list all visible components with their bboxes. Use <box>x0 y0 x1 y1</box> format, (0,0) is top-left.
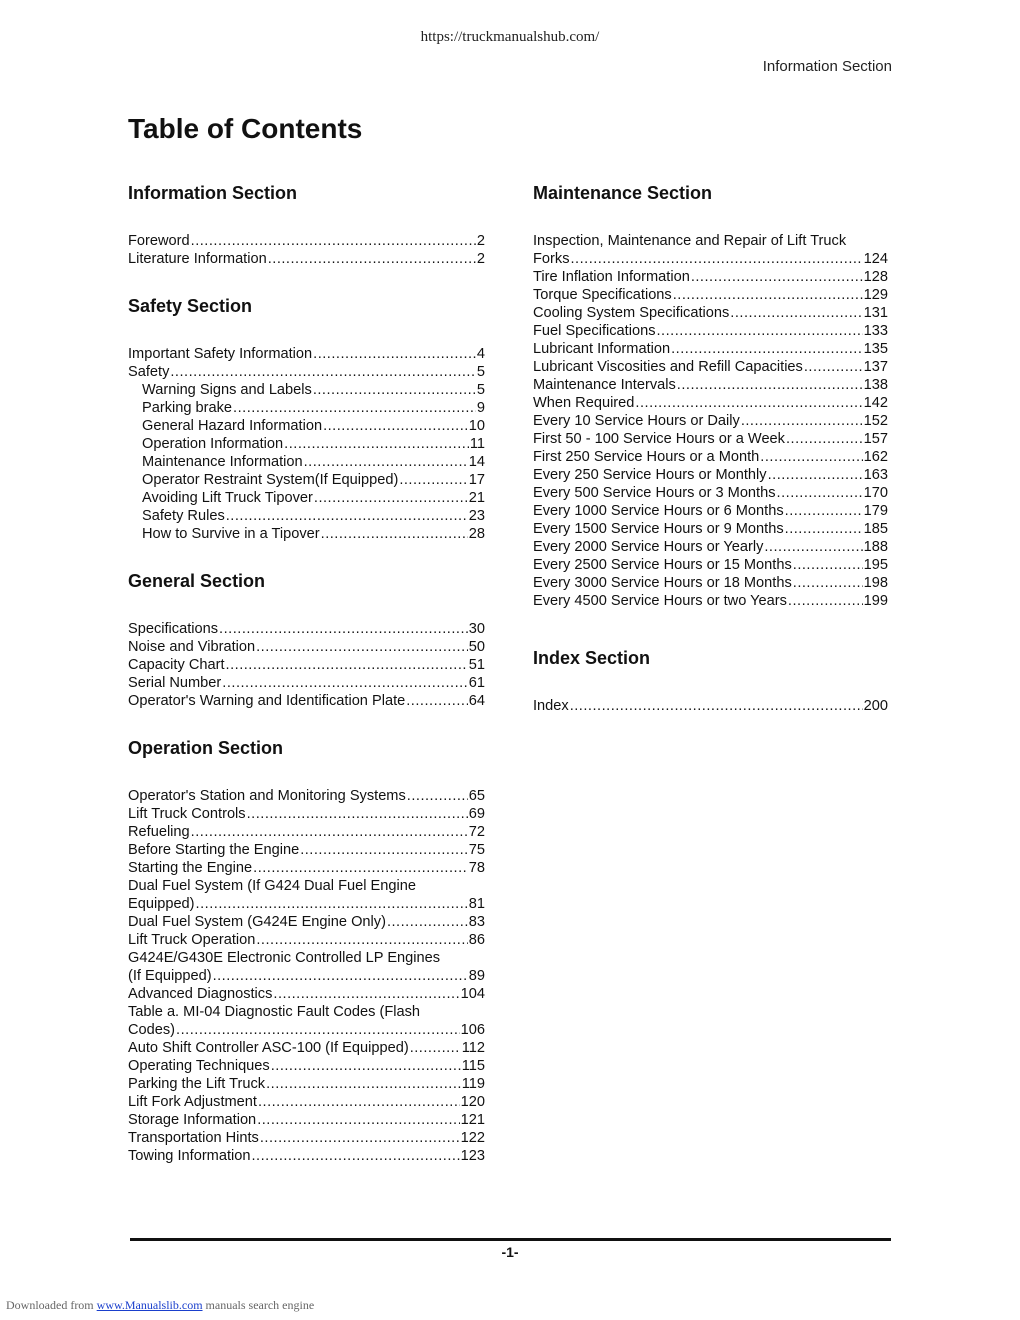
toc-entry[interactable] <box>533 268 888 286</box>
toc-entry-page: 14 <box>468 454 485 470</box>
toc-entry-label: Every 10 Service Hours or Daily <box>533 413 740 429</box>
toc-entry-page: 21 <box>468 490 485 506</box>
toc-entry-label: First 50 - 100 Service Hours or a Week <box>533 431 785 447</box>
toc-entry-label: Safety Rules <box>142 508 225 524</box>
toc-entry[interactable] <box>128 525 485 543</box>
toc-section-safety-section <box>128 293 485 543</box>
manualslib-link[interactable]: www.Manualslib.com <box>96 1298 203 1312</box>
toc-entry-page: 198 <box>863 575 888 591</box>
toc-entry-page: 4 <box>476 346 485 362</box>
toc-entry-label: Important Safety Information <box>128 346 313 362</box>
dot-leader <box>777 484 863 502</box>
toc-entry-label: Towing Information <box>128 1148 251 1164</box>
dot-leader <box>786 430 863 448</box>
dot-leader <box>268 250 476 268</box>
toc-entry-label: Operation Information <box>142 436 284 452</box>
toc-entry[interactable] <box>128 1129 485 1147</box>
dot-leader <box>785 520 863 538</box>
toc-entry-last-line <box>128 895 485 913</box>
toc-entry-label: Every 4500 Service Hours or two Years <box>533 593 787 609</box>
dot-leader <box>253 859 468 877</box>
toc-entry[interactable] <box>128 787 485 805</box>
dot-leader <box>313 345 476 363</box>
dot-leader <box>793 556 863 574</box>
toc-section-operation-section <box>128 735 485 1165</box>
toc-entry[interactable] <box>128 1147 485 1165</box>
toc-entry-page: 138 <box>863 377 888 393</box>
toc-section-information-section <box>128 180 485 268</box>
toc-entry-label: Parking the Lift Truck <box>128 1076 266 1092</box>
toc-entry-page: 195 <box>863 557 888 573</box>
dot-leader <box>313 381 476 399</box>
dot-leader <box>257 1111 459 1129</box>
running-head: Information Section <box>762 58 892 75</box>
dot-leader <box>233 399 476 417</box>
toc-entry-first-line: Table a. MI-04 Diagnostic Fault Codes (Flash <box>128 1004 421 1020</box>
toc-entry-first-line: Dual Fuel System (If G424 Dual Fuel Engine <box>128 878 416 894</box>
toc-entry[interactable] <box>533 538 888 556</box>
toc-entry-page: 9 <box>476 400 485 416</box>
toc-entry[interactable] <box>128 1093 485 1111</box>
toc-entry[interactable] <box>533 697 888 715</box>
toc-entry[interactable] <box>533 466 888 484</box>
toc-entry[interactable] <box>128 471 485 489</box>
toc-entry[interactable] <box>128 381 485 399</box>
toc-entry-page: 69 <box>468 806 485 822</box>
toc-entry[interactable] <box>128 1075 485 1093</box>
toc-entry-label: Parking brake <box>142 400 233 416</box>
toc-entry[interactable] <box>128 435 485 453</box>
dot-leader <box>406 692 468 710</box>
toc-entry-label: Every 3000 Service Hours or 18 Months <box>533 575 792 591</box>
dot-leader <box>284 435 469 453</box>
toc-entry[interactable] <box>533 304 888 322</box>
toc-entry[interactable] <box>128 1111 485 1129</box>
dot-leader <box>793 574 863 592</box>
toc-entry[interactable] <box>128 692 485 710</box>
dot-leader <box>170 363 476 381</box>
dot-leader <box>730 304 862 322</box>
dot-leader <box>657 322 863 340</box>
section-heading: Operation Section <box>128 738 284 758</box>
toc-entry[interactable] <box>533 556 888 574</box>
toc-entry-label: General Hazard Information <box>142 418 323 434</box>
dot-leader <box>314 489 468 507</box>
toc-entry-label: First 250 Service Hours or a Month <box>533 449 760 465</box>
toc-entry[interactable] <box>128 656 485 674</box>
toc-entry-label: Starting the Engine <box>128 860 253 876</box>
toc-entry[interactable] <box>128 1057 485 1075</box>
toc-entry-label: Operator Restraint System(If Equipped) <box>142 472 399 488</box>
toc-entry-first-line: Inspection, Maintenance and Repair of Lift Truck <box>533 233 847 249</box>
toc-entry[interactable] <box>128 232 485 250</box>
dot-leader <box>256 931 467 949</box>
toc-entry[interactable] <box>533 340 888 358</box>
toc-entry-label: Tire Inflation Information <box>533 269 690 285</box>
toc-entry-label: Codes) <box>128 1022 176 1038</box>
toc-entry-page: 128 <box>863 269 888 285</box>
download-suffix: manuals search engine <box>205 1298 315 1312</box>
dot-leader <box>258 1093 460 1111</box>
toc-entry-label: Operating Techniques <box>128 1058 270 1074</box>
section-heading: Safety Section <box>128 296 253 316</box>
toc-entry[interactable] <box>128 859 485 877</box>
dot-leader <box>219 620 468 638</box>
toc-entry-label: Every 250 Service Hours or Monthly <box>533 467 767 483</box>
toc-entry-label: Warning Signs and Labels <box>142 382 312 398</box>
toc-entry[interactable] <box>128 674 485 692</box>
toc-entry-page: 10 <box>468 418 485 434</box>
page-title: Table of Contents <box>128 113 363 144</box>
dot-leader <box>213 967 468 985</box>
page-number: -1- <box>501 1244 519 1260</box>
toc-entry-page: 81 <box>468 896 485 912</box>
toc-entry-page: 2 <box>476 251 485 267</box>
dot-leader <box>273 985 459 1003</box>
toc-entry-page: 185 <box>863 521 888 537</box>
dot-leader <box>222 674 467 692</box>
dot-leader <box>304 453 468 471</box>
dot-leader <box>804 358 863 376</box>
toc-entry[interactable] <box>128 417 485 435</box>
dot-leader <box>673 286 863 304</box>
toc-entry-page: 188 <box>863 539 888 555</box>
dot-leader <box>321 525 468 543</box>
toc-entry-label: Fuel Specifications <box>533 323 656 339</box>
toc-entry-page: 142 <box>863 395 888 411</box>
dot-leader <box>226 507 468 525</box>
toc-entry-page: 163 <box>863 467 888 483</box>
toc-entry-page: 104 <box>460 986 485 1002</box>
toc-entry-label: Lift Fork Adjustment <box>128 1094 257 1110</box>
toc-entry-last-line <box>128 1021 485 1039</box>
toc-entry-page: 89 <box>468 968 485 984</box>
toc-entry-page: 28 <box>468 526 485 542</box>
toc-entry-page: 75 <box>468 842 485 858</box>
toc-section-index-section <box>533 645 888 715</box>
dot-leader <box>407 787 468 805</box>
toc-entry[interactable] <box>533 232 888 268</box>
toc-entry[interactable] <box>128 345 485 363</box>
toc-entry-label: Avoiding Lift Truck Tipover <box>142 490 313 506</box>
dot-leader <box>635 394 862 412</box>
toc-entry-label: Dual Fuel System (G424E Engine Only) <box>128 914 386 930</box>
toc-section-general-section <box>128 568 485 710</box>
toc-entry-label: Lubricant Viscosities and Refill Capacities <box>533 359 803 375</box>
toc-entry-label: Every 2500 Service Hours or 15 Months <box>533 557 792 573</box>
toc-entry[interactable] <box>128 913 485 931</box>
dot-leader <box>260 1129 460 1147</box>
toc-entry[interactable] <box>533 520 888 538</box>
dot-leader <box>677 376 863 394</box>
toc-entry-label: Maintenance Information <box>142 454 303 470</box>
toc-entry-label: Refueling <box>128 824 190 840</box>
toc-left-column <box>128 180 485 1190</box>
toc-entry-page: 123 <box>460 1148 485 1164</box>
toc-entry-label: (If Equipped) <box>128 968 212 984</box>
dot-leader <box>176 1021 460 1039</box>
source-url: https://truckmanualshub.com/ <box>420 29 600 45</box>
toc-entry-page: 5 <box>476 382 485 398</box>
toc-entry[interactable] <box>533 574 888 592</box>
toc-entry[interactable] <box>128 1003 485 1039</box>
toc-entry[interactable] <box>533 394 888 412</box>
toc-entry-label: Storage Information <box>128 1112 257 1128</box>
toc-entry[interactable] <box>533 484 888 502</box>
toc-entry-label: Serial Number <box>128 675 222 691</box>
toc-entry-page: 121 <box>460 1112 485 1128</box>
toc-entry-label: Capacity Chart <box>128 657 225 673</box>
section-heading: Maintenance Section <box>533 183 713 203</box>
toc-entry[interactable] <box>128 507 485 525</box>
toc-entry[interactable] <box>533 286 888 304</box>
toc-entry-page: 2 <box>476 233 485 249</box>
dot-leader <box>256 638 468 656</box>
toc-entry-page: 119 <box>461 1076 485 1092</box>
dot-leader <box>741 412 863 430</box>
toc-entry[interactable] <box>128 877 485 913</box>
toc-entry-label: Every 1000 Service Hours or 6 Months <box>533 503 784 519</box>
toc-entry-label: Torque Specifications <box>533 287 672 303</box>
section-heading: Information Section <box>128 183 298 203</box>
toc-entry-page: 152 <box>863 413 888 429</box>
toc-entry-page: 137 <box>863 359 888 375</box>
dot-leader <box>788 592 863 610</box>
dot-leader <box>196 895 468 913</box>
toc-entry-page: 61 <box>468 675 485 691</box>
dot-leader <box>785 502 863 520</box>
toc-entry-page: 115 <box>461 1058 485 1074</box>
toc-entry[interactable] <box>128 620 485 638</box>
toc-entry-label: Every 2000 Service Hours or Yearly <box>533 539 764 555</box>
toc-entry[interactable] <box>533 430 888 448</box>
toc-entry[interactable] <box>128 363 485 381</box>
toc-section-maintenance-section <box>533 180 888 610</box>
toc-entry-page: 120 <box>460 1094 485 1110</box>
dot-leader <box>247 805 468 823</box>
footer-divider <box>130 1238 891 1241</box>
toc-entry-page: 170 <box>863 485 888 501</box>
toc-entry[interactable] <box>128 949 485 985</box>
dot-leader <box>760 448 862 466</box>
toc-entry-page: 200 <box>863 698 888 714</box>
toc-entry-label: Index <box>533 698 569 714</box>
toc-entry-page: 51 <box>468 657 485 673</box>
toc-entry-page: 135 <box>863 341 888 357</box>
toc-entry-label: Before Starting the Engine <box>128 842 300 858</box>
toc-entry[interactable] <box>128 489 485 507</box>
toc-entry[interactable] <box>533 448 888 466</box>
dot-leader <box>768 466 863 484</box>
dot-leader <box>671 340 863 358</box>
dot-leader <box>387 913 468 931</box>
toc-entry-label: Every 500 Service Hours or 3 Months <box>533 485 776 501</box>
toc-entry-page: 162 <box>863 449 888 465</box>
toc-entry-label: Noise and Vibration <box>128 639 256 655</box>
toc-entry[interactable] <box>128 638 485 656</box>
toc-entry-label: Foreword <box>128 233 190 249</box>
toc-entry[interactable] <box>533 358 888 376</box>
toc-entry[interactable] <box>533 592 888 610</box>
toc-entry-page: 129 <box>863 287 888 303</box>
toc-entry-label: Every 1500 Service Hours or 9 Months <box>533 521 784 537</box>
toc-entry[interactable] <box>128 823 485 841</box>
toc-entry-label: Operator's Warning and Identification Plate <box>128 693 406 709</box>
toc-entry-page: 23 <box>468 508 485 524</box>
toc-entry-label: When Required <box>533 395 635 411</box>
toc-entry-label: Lift Truck Controls <box>128 806 246 822</box>
toc-entry-page: 106 <box>460 1022 485 1038</box>
dot-leader <box>764 538 862 556</box>
toc-entry-page: 72 <box>468 824 485 840</box>
toc-entry-label: Forks <box>533 251 570 267</box>
toc-entry-label: Cooling System Specifications <box>533 305 730 321</box>
section-heading: General Section <box>128 571 266 591</box>
toc-entry[interactable] <box>128 1039 485 1057</box>
toc-entry[interactable] <box>128 841 485 859</box>
toc-entry-label: Lift Truck Operation <box>128 932 256 948</box>
toc-entry-label: Equipped) <box>128 896 195 912</box>
toc-entry-label: Safety <box>128 364 170 380</box>
toc-entry-page: 179 <box>863 503 888 519</box>
toc-entry-page: 5 <box>476 364 485 380</box>
dot-leader <box>323 417 468 435</box>
dot-leader <box>691 268 863 286</box>
toc-entry-page: 78 <box>468 860 485 876</box>
toc-entry-label: How to Survive in a Tipover <box>142 526 320 542</box>
download-prefix: Downloaded from <box>6 1298 94 1312</box>
toc-right-column <box>533 180 888 740</box>
dot-leader <box>410 1039 461 1057</box>
dot-leader <box>252 1147 460 1165</box>
section-heading: Index Section <box>533 648 651 668</box>
toc-entry-page: 122 <box>460 1130 485 1146</box>
dot-leader <box>399 471 467 489</box>
toc-entry-page: 133 <box>863 323 888 339</box>
toc-entry-page: 30 <box>468 621 485 637</box>
toc-entry-page: 50 <box>468 639 485 655</box>
toc-entry-page: 17 <box>468 472 485 488</box>
toc-entry[interactable] <box>128 805 485 823</box>
toc-entry-page: 83 <box>468 914 485 930</box>
toc-entry-last-line <box>128 967 485 985</box>
toc-entry-label: Lubricant Information <box>533 341 671 357</box>
toc-entry-page: 86 <box>468 932 485 948</box>
dot-leader <box>226 656 468 674</box>
toc-entry-page: 65 <box>468 788 485 804</box>
toc-entry-page: 112 <box>461 1040 485 1056</box>
dot-leader <box>570 250 862 268</box>
toc-entry-label: Operator's Station and Monitoring Systems <box>128 788 406 804</box>
dot-leader <box>191 823 468 841</box>
dot-leader <box>300 841 468 859</box>
toc-entry-label: Transportation Hints <box>128 1130 259 1146</box>
toc-entry-last-line <box>533 250 888 268</box>
dot-leader <box>570 697 863 715</box>
toc-entry[interactable] <box>128 399 485 417</box>
toc-entry-page: 124 <box>863 251 888 267</box>
download-note <box>6 1298 314 1313</box>
toc-entry-first-line: G424E/G430E Electronic Controlled LP Engines <box>128 950 441 966</box>
toc-entry[interactable] <box>128 453 485 471</box>
toc-entry[interactable] <box>533 502 888 520</box>
toc-entry-page: 199 <box>863 593 888 609</box>
dot-leader <box>191 232 476 250</box>
toc-entry-label: Specifications <box>128 621 219 637</box>
toc-entry-label: Advanced Diagnostics <box>128 986 273 1002</box>
toc-entry[interactable] <box>128 250 485 268</box>
toc-entry-label: Auto Shift Controller ASC-100 (If Equipped) <box>128 1040 409 1056</box>
toc-entry-page: 11 <box>469 436 485 452</box>
toc-entry-page: 131 <box>863 305 888 321</box>
dot-leader <box>271 1057 461 1075</box>
toc-entry-page: 64 <box>468 693 485 709</box>
toc-entry[interactable] <box>533 376 888 394</box>
toc-entry-page: 157 <box>863 431 888 447</box>
toc-entry[interactable] <box>128 985 485 1003</box>
dot-leader <box>266 1075 461 1093</box>
toc-entry[interactable] <box>128 931 485 949</box>
toc-entry[interactable] <box>533 412 888 430</box>
toc-entry-label: Literature Information <box>128 251 267 267</box>
toc-entry[interactable] <box>533 322 888 340</box>
toc-entry-label: Maintenance Intervals <box>533 377 676 393</box>
